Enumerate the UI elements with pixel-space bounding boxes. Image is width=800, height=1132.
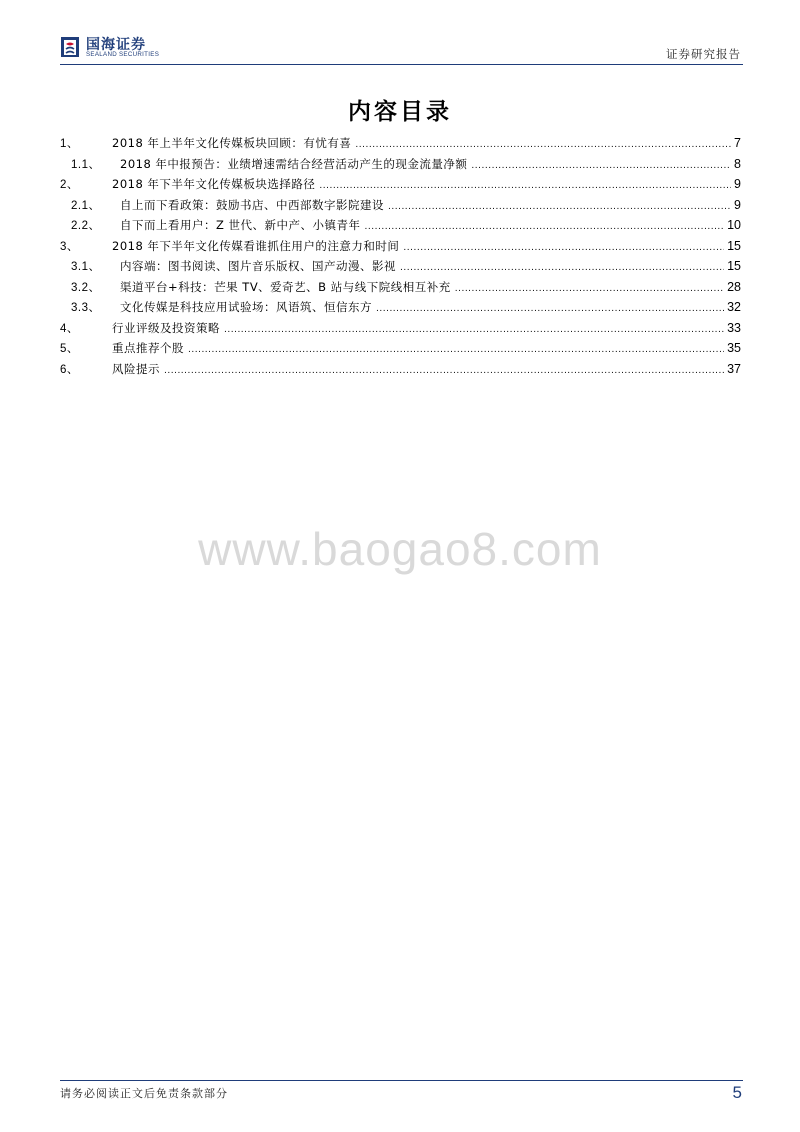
toc-entry-number: 1.1、 [71,158,101,171]
toc-entry[interactable] [60,154,741,175]
watermark: www.baogao8.com [198,523,602,575]
page-header [60,34,743,64]
toc-entry-page: 37 [727,361,741,376]
toc-entry[interactable] [60,236,741,257]
toc-entry-page: 32 [727,300,741,314]
toc-dot-leader [365,217,725,238]
table-of-contents [60,133,741,379]
toc-entry-page: 33 [727,320,741,335]
toc-entry-page: 15 [727,238,741,253]
brand-name-en: SEALAND SECURITIES [86,51,160,58]
toc-entry-number: 2.1、 [71,199,101,212]
toc-dot-leader [400,258,724,279]
toc-entry-number: 3.1、 [71,261,101,273]
header-divider [60,64,743,65]
toc-entry-page: 9 [734,197,741,212]
toc-entry[interactable] [60,318,741,339]
toc-entry-title: 2018 年下半年文化传媒板块选择路径 [112,177,316,191]
toc-dot-leader [224,320,724,341]
toc-entry-page: 10 [727,218,741,232]
sealand-logo-icon [60,36,80,58]
toc-entry-page: 15 [727,259,741,273]
toc-entry-title: 2018 年中报预告：业绩增速需结合经营活动产生的现金流量净额 [120,156,468,171]
toc-dot-leader [471,156,731,177]
toc-entry-title: 自下而上看用户：Z 世代、新中产、小镇青年 [120,218,361,232]
toc-entry-title: 文化传媒是科技应用试验场：风语筑、恒信东方 [120,300,372,314]
toc-entry-title: 风险提示 [112,361,160,376]
toc-entry-title: 行业评级及投资策略 [112,320,220,335]
toc-title: 内容目录 [348,98,452,125]
toc-dot-leader [376,299,724,320]
toc-entry-page: 9 [734,177,741,191]
toc-entry-number: 6、 [60,363,79,376]
toc-dot-leader [164,361,724,382]
toc-dot-leader [403,238,724,259]
toc-entry-number: 3.2、 [71,281,101,294]
report-type-label: 证券研究报告 [666,47,741,61]
page-number: 5 [732,1083,742,1102]
toc-entry[interactable] [60,256,741,277]
toc-entry-page: 28 [727,279,741,294]
toc-entry[interactable] [60,215,741,236]
toc-entry-number: 2.2、 [71,220,101,232]
toc-entry[interactable] [60,133,741,154]
toc-dot-leader [388,197,731,218]
toc-entry[interactable] [60,277,741,298]
toc-entry-title: 2018 年上半年文化传媒板块回顾：有忧有喜 [112,136,352,150]
toc-entry-page: 35 [727,341,741,355]
toc-entry-number: 5、 [60,343,79,355]
footer-disclaimer: 请务必阅读正文后免责条款部分 [60,1087,228,1100]
toc-dot-leader [319,176,731,197]
brand-name-cn: 国海证券 [86,37,146,53]
toc-entry-title: 自上而下看政策：鼓励书店、中西部数字影院建设 [120,197,384,212]
toc-entry-title: 渠道平台+科技：芒果 TV、爱奇艺、B 站与线下院线相互补充 [120,279,451,294]
footer-divider [60,1080,743,1081]
toc-entry-page: 7 [734,136,741,150]
brand-logo [60,34,220,62]
toc-entry-number: 2、 [60,179,79,191]
toc-entry-title: 重点推荐个股 [112,341,184,355]
toc-entry-page: 8 [734,156,741,171]
toc-entry[interactable] [60,195,741,216]
toc-entry[interactable] [60,297,741,318]
toc-dot-leader [455,279,724,300]
toc-dot-leader [355,135,731,156]
toc-entry[interactable] [60,174,741,195]
toc-entry[interactable] [60,359,741,380]
toc-entry-title: 2018 年下半年文化传媒看谁抓住用户的注意力和时间 [112,238,400,253]
toc-entry-title: 内容端：图书阅读、图片音乐版权、国产动漫、影视 [120,259,396,273]
toc-entry-number: 1、 [60,138,79,150]
toc-entry[interactable] [60,338,741,359]
toc-entry-number: 3、 [60,240,79,253]
toc-entry-number: 3.3、 [71,302,101,314]
toc-entry-number: 4、 [60,322,79,335]
toc-dot-leader [188,340,724,361]
